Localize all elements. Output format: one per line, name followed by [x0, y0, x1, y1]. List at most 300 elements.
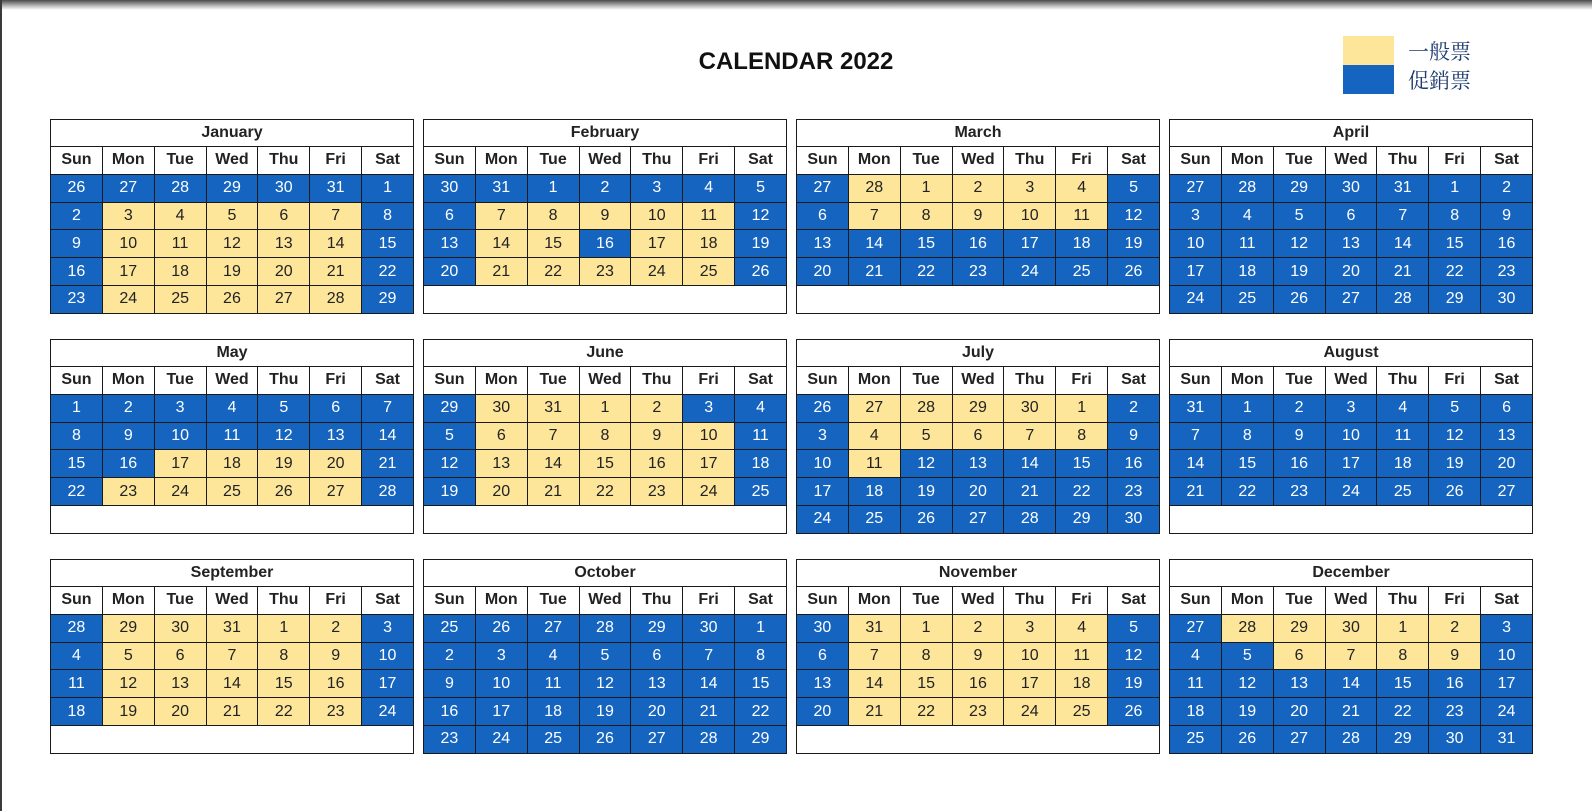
day-cell-promo[interactable]: 13	[424, 230, 476, 258]
day-cell-general[interactable]: 8	[579, 422, 631, 450]
day-cell-promo[interactable]: 16	[1429, 670, 1481, 698]
day-cell-promo[interactable]: 21	[362, 450, 414, 478]
day-cell-general[interactable]: 27	[258, 285, 310, 313]
day-cell-general[interactable]: 11	[154, 230, 206, 258]
day-cell-promo[interactable]: 20	[631, 698, 683, 726]
day-cell-promo[interactable]: 25	[424, 614, 476, 642]
day-cell-promo[interactable]: 3	[1170, 202, 1222, 230]
day-cell-general[interactable]: 27	[848, 394, 900, 422]
day-cell-promo[interactable]: 19	[424, 478, 476, 506]
day-cell-promo[interactable]: 15	[1429, 230, 1481, 258]
day-cell-general[interactable]: 23	[579, 258, 631, 286]
day-cell-promo[interactable]: 25	[1377, 478, 1429, 506]
day-cell-general[interactable]: 12	[206, 230, 258, 258]
day-cell-general[interactable]: 10	[1004, 642, 1056, 670]
day-cell-general[interactable]: 22	[258, 698, 310, 726]
day-cell-general[interactable]: 8	[527, 202, 579, 230]
day-cell-promo[interactable]: 14	[362, 422, 414, 450]
day-cell-general[interactable]: 2	[1429, 614, 1481, 642]
day-cell-general[interactable]: 8	[1056, 422, 1108, 450]
day-cell-promo[interactable]: 26	[1221, 725, 1273, 753]
day-cell-promo[interactable]: 18	[51, 698, 103, 726]
day-cell-promo[interactable]: 27	[1481, 478, 1533, 506]
day-cell-promo[interactable]: 25	[1170, 725, 1222, 753]
day-cell-promo[interactable]: 6	[797, 642, 849, 670]
day-cell-general[interactable]: 19	[206, 258, 258, 286]
day-cell-promo[interactable]: 23	[1273, 478, 1325, 506]
day-cell-promo[interactable]: 14	[1325, 670, 1377, 698]
day-cell-promo[interactable]: 21	[848, 258, 900, 286]
day-cell-general[interactable]: 18	[154, 258, 206, 286]
day-cell-general[interactable]: 15	[527, 230, 579, 258]
day-cell-promo[interactable]: 27	[102, 174, 154, 202]
day-cell-general[interactable]: 19	[102, 698, 154, 726]
day-cell-promo[interactable]: 6	[310, 394, 362, 422]
day-cell-general[interactable]: 24	[631, 258, 683, 286]
day-cell-promo[interactable]: 27	[631, 725, 683, 753]
day-cell-general[interactable]: 11	[683, 202, 735, 230]
day-cell-promo[interactable]: 15	[51, 450, 103, 478]
day-cell-promo[interactable]: 3	[631, 174, 683, 202]
day-cell-promo[interactable]: 25	[1056, 258, 1108, 286]
day-cell-promo[interactable]: 17	[1170, 258, 1222, 286]
day-cell-promo[interactable]: 16	[102, 450, 154, 478]
day-cell-promo[interactable]: 24	[1004, 258, 1056, 286]
day-cell-promo[interactable]: 4	[1377, 394, 1429, 422]
day-cell-general[interactable]: 20	[258, 258, 310, 286]
day-cell-promo[interactable]: 11	[735, 422, 787, 450]
day-cell-general[interactable]: 3	[102, 202, 154, 230]
day-cell-promo[interactable]: 18	[848, 478, 900, 506]
day-cell-promo[interactable]: 18	[1377, 450, 1429, 478]
day-cell-promo[interactable]: 29	[1273, 174, 1325, 202]
day-cell-general[interactable]: 6	[952, 422, 1004, 450]
day-cell-promo[interactable]: 31	[1481, 725, 1533, 753]
day-cell-promo[interactable]: 12	[1221, 670, 1273, 698]
day-cell-promo[interactable]: 16	[1273, 450, 1325, 478]
day-cell-promo[interactable]: 4	[51, 642, 103, 670]
day-cell-promo[interactable]: 4	[527, 642, 579, 670]
day-cell-general[interactable]: 9	[952, 202, 1004, 230]
day-cell-promo[interactable]: 17	[475, 698, 527, 726]
day-cell-general[interactable]: 9	[310, 642, 362, 670]
day-cell-promo[interactable]: 13	[952, 450, 1004, 478]
day-cell-general[interactable]: 17	[1004, 670, 1056, 698]
day-cell-general[interactable]: 7	[475, 202, 527, 230]
day-cell-promo[interactable]: 8	[51, 422, 103, 450]
day-cell-general[interactable]: 5	[900, 422, 952, 450]
day-cell-promo[interactable]: 9	[102, 422, 154, 450]
day-cell-promo[interactable]: 26	[797, 394, 849, 422]
day-cell-general[interactable]: 14	[206, 670, 258, 698]
day-cell-promo[interactable]: 10	[1481, 642, 1533, 670]
day-cell-promo[interactable]: 5	[1108, 614, 1160, 642]
day-cell-general[interactable]: 4	[848, 422, 900, 450]
day-cell-promo[interactable]: 29	[631, 614, 683, 642]
day-cell-promo[interactable]: 3	[154, 394, 206, 422]
day-cell-promo[interactable]: 16	[952, 230, 1004, 258]
day-cell-promo[interactable]: 26	[1429, 478, 1481, 506]
day-cell-promo[interactable]: 28	[1004, 505, 1056, 533]
day-cell-promo[interactable]: 8	[1429, 202, 1481, 230]
day-cell-general[interactable]: 18	[1056, 670, 1108, 698]
day-cell-promo[interactable]: 10	[1170, 230, 1222, 258]
day-cell-promo[interactable]: 28	[362, 478, 414, 506]
day-cell-promo[interactable]: 18	[1056, 230, 1108, 258]
day-cell-general[interactable]: 28	[310, 285, 362, 313]
day-cell-promo[interactable]: 11	[1170, 670, 1222, 698]
day-cell-promo[interactable]: 31	[1377, 174, 1429, 202]
day-cell-general[interactable]: 7	[848, 642, 900, 670]
day-cell-general[interactable]: 10	[631, 202, 683, 230]
day-cell-promo[interactable]: 15	[1221, 450, 1273, 478]
day-cell-promo[interactable]: 17	[1004, 230, 1056, 258]
day-cell-promo[interactable]: 5	[579, 642, 631, 670]
day-cell-general[interactable]: 15	[900, 670, 952, 698]
day-cell-general[interactable]: 16	[631, 450, 683, 478]
day-cell-general[interactable]: 2	[952, 174, 1004, 202]
day-cell-promo[interactable]: 19	[900, 478, 952, 506]
day-cell-promo[interactable]: 28	[154, 174, 206, 202]
day-cell-promo[interactable]: 18	[527, 698, 579, 726]
day-cell-promo[interactable]: 17	[362, 670, 414, 698]
day-cell-general[interactable]: 2	[631, 394, 683, 422]
day-cell-general[interactable]: 28	[1221, 614, 1273, 642]
day-cell-promo[interactable]: 6	[631, 642, 683, 670]
day-cell-promo[interactable]: 17	[1481, 670, 1533, 698]
day-cell-general[interactable]: 14	[527, 450, 579, 478]
day-cell-promo[interactable]: 30	[1108, 505, 1160, 533]
day-cell-promo[interactable]: 16	[1481, 230, 1533, 258]
day-cell-promo[interactable]: 18	[735, 450, 787, 478]
day-cell-general[interactable]: 9	[952, 642, 1004, 670]
day-cell-promo[interactable]: 11	[206, 422, 258, 450]
day-cell-promo[interactable]: 10	[362, 642, 414, 670]
day-cell-promo[interactable]: 25	[527, 725, 579, 753]
day-cell-promo[interactable]: 12	[1273, 230, 1325, 258]
day-cell-general[interactable]: 28	[848, 174, 900, 202]
day-cell-general[interactable]: 19	[258, 450, 310, 478]
day-cell-promo[interactable]: 20	[797, 698, 849, 726]
day-cell-promo[interactable]: 23	[51, 285, 103, 313]
day-cell-promo[interactable]: 13	[310, 422, 362, 450]
day-cell-general[interactable]: 30	[1004, 394, 1056, 422]
day-cell-promo[interactable]: 3	[1325, 394, 1377, 422]
day-cell-promo[interactable]: 23	[424, 725, 476, 753]
day-cell-general[interactable]: 22	[527, 258, 579, 286]
day-cell-general[interactable]: 25	[206, 478, 258, 506]
day-cell-promo[interactable]: 4	[735, 394, 787, 422]
day-cell-promo[interactable]: 24	[1325, 478, 1377, 506]
day-cell-promo[interactable]: 8	[1221, 422, 1273, 450]
day-cell-promo[interactable]: 3	[683, 394, 735, 422]
day-cell-promo[interactable]: 31	[310, 174, 362, 202]
day-cell-general[interactable]: 24	[1004, 698, 1056, 726]
day-cell-general[interactable]: 17	[102, 258, 154, 286]
day-cell-general[interactable]: 9	[631, 422, 683, 450]
day-cell-general[interactable]: 30	[1325, 614, 1377, 642]
day-cell-promo[interactable]: 26	[1273, 285, 1325, 313]
day-cell-promo[interactable]: 28	[1377, 285, 1429, 313]
day-cell-general[interactable]: 17	[154, 450, 206, 478]
day-cell-promo[interactable]: 27	[1170, 614, 1222, 642]
day-cell-general[interactable]: 8	[258, 642, 310, 670]
day-cell-promo[interactable]: 5	[258, 394, 310, 422]
day-cell-general[interactable]: 9	[579, 202, 631, 230]
day-cell-promo[interactable]: 16	[51, 258, 103, 286]
day-cell-general[interactable]: 4	[1056, 174, 1108, 202]
day-cell-promo[interactable]: 28	[579, 614, 631, 642]
day-cell-promo[interactable]: 7	[362, 394, 414, 422]
day-cell-promo[interactable]: 30	[424, 174, 476, 202]
day-cell-promo[interactable]: 5	[1429, 394, 1481, 422]
day-cell-promo[interactable]: 1	[362, 174, 414, 202]
day-cell-general[interactable]: 27	[310, 478, 362, 506]
day-cell-promo[interactable]: 22	[51, 478, 103, 506]
day-cell-promo[interactable]: 30	[1481, 285, 1533, 313]
day-cell-general[interactable]: 29	[1273, 614, 1325, 642]
day-cell-promo[interactable]: 1	[51, 394, 103, 422]
day-cell-promo[interactable]: 22	[735, 698, 787, 726]
day-cell-general[interactable]: 15	[258, 670, 310, 698]
day-cell-promo[interactable]: 1	[1429, 174, 1481, 202]
day-cell-promo[interactable]: 31	[1170, 394, 1222, 422]
day-cell-promo[interactable]: 16	[1108, 450, 1160, 478]
day-cell-promo[interactable]: 20	[1481, 450, 1533, 478]
day-cell-promo[interactable]: 26	[1108, 698, 1160, 726]
day-cell-general[interactable]: 1	[900, 174, 952, 202]
day-cell-promo[interactable]: 6	[797, 202, 849, 230]
day-cell-promo[interactable]: 24	[475, 725, 527, 753]
day-cell-promo[interactable]: 30	[1325, 174, 1377, 202]
day-cell-general[interactable]: 11	[848, 450, 900, 478]
day-cell-promo[interactable]: 19	[1429, 450, 1481, 478]
day-cell-general[interactable]: 21	[310, 258, 362, 286]
day-cell-general[interactable]: 10	[1004, 202, 1056, 230]
day-cell-general[interactable]: 23	[952, 698, 1004, 726]
day-cell-promo[interactable]: 15	[1377, 670, 1429, 698]
day-cell-general[interactable]: 1	[1056, 394, 1108, 422]
day-cell-promo[interactable]: 19	[1221, 698, 1273, 726]
day-cell-promo[interactable]: 7	[1170, 422, 1222, 450]
day-cell-general[interactable]: 25	[154, 285, 206, 313]
day-cell-general[interactable]: 24	[683, 478, 735, 506]
day-cell-promo[interactable]: 28	[51, 614, 103, 642]
day-cell-general[interactable]: 22	[579, 478, 631, 506]
day-cell-promo[interactable]: 10	[475, 670, 527, 698]
day-cell-general[interactable]: 17	[683, 450, 735, 478]
day-cell-promo[interactable]: 13	[1481, 422, 1533, 450]
day-cell-promo[interactable]: 22	[1377, 698, 1429, 726]
day-cell-promo[interactable]: 9	[1108, 422, 1160, 450]
day-cell-promo[interactable]: 30	[258, 174, 310, 202]
day-cell-promo[interactable]: 26	[900, 505, 952, 533]
day-cell-general[interactable]: 7	[848, 202, 900, 230]
day-cell-promo[interactable]: 27	[527, 614, 579, 642]
day-cell-general[interactable]: 11	[1056, 642, 1108, 670]
day-cell-promo[interactable]: 9	[424, 670, 476, 698]
day-cell-promo[interactable]: 5	[1108, 174, 1160, 202]
day-cell-general[interactable]: 30	[475, 394, 527, 422]
day-cell-promo[interactable]: 30	[683, 614, 735, 642]
day-cell-general[interactable]: 31	[206, 614, 258, 642]
day-cell-general[interactable]: 13	[258, 230, 310, 258]
day-cell-promo[interactable]: 22	[1056, 478, 1108, 506]
day-cell-promo[interactable]: 15	[1056, 450, 1108, 478]
day-cell-promo[interactable]: 12	[1108, 202, 1160, 230]
day-cell-promo[interactable]: 28	[1325, 725, 1377, 753]
day-cell-general[interactable]: 7	[527, 422, 579, 450]
day-cell-general[interactable]: 11	[1056, 202, 1108, 230]
day-cell-general[interactable]: 20	[475, 478, 527, 506]
day-cell-general[interactable]: 16	[310, 670, 362, 698]
day-cell-general[interactable]: 12	[102, 670, 154, 698]
day-cell-promo[interactable]: 24	[1481, 698, 1533, 726]
day-cell-general[interactable]: 1	[579, 394, 631, 422]
day-cell-promo[interactable]: 2	[1481, 174, 1533, 202]
day-cell-promo[interactable]: 7	[1377, 202, 1429, 230]
day-cell-promo[interactable]: 22	[1221, 478, 1273, 506]
day-cell-promo[interactable]: 2	[1273, 394, 1325, 422]
day-cell-promo[interactable]: 21	[1325, 698, 1377, 726]
day-cell-promo[interactable]: 6	[424, 202, 476, 230]
day-cell-promo[interactable]: 8	[362, 202, 414, 230]
day-cell-promo[interactable]: 26	[475, 614, 527, 642]
day-cell-promo[interactable]: 13	[797, 230, 849, 258]
day-cell-promo[interactable]: 29	[1377, 725, 1429, 753]
day-cell-promo[interactable]: 8	[735, 642, 787, 670]
day-cell-general[interactable]: 3	[1004, 174, 1056, 202]
day-cell-promo[interactable]: 10	[1325, 422, 1377, 450]
day-cell-promo[interactable]: 5	[735, 174, 787, 202]
day-cell-promo[interactable]: 21	[1170, 478, 1222, 506]
day-cell-promo[interactable]: 25	[848, 505, 900, 533]
day-cell-promo[interactable]: 14	[683, 670, 735, 698]
day-cell-promo[interactable]: 1	[527, 174, 579, 202]
day-cell-promo[interactable]: 12	[1429, 422, 1481, 450]
day-cell-promo[interactable]: 29	[424, 394, 476, 422]
day-cell-general[interactable]: 30	[154, 614, 206, 642]
day-cell-promo[interactable]: 13	[631, 670, 683, 698]
day-cell-general[interactable]: 2	[952, 614, 1004, 642]
day-cell-general[interactable]: 23	[310, 698, 362, 726]
day-cell-promo[interactable]: 4	[206, 394, 258, 422]
day-cell-general[interactable]: 7	[1004, 422, 1056, 450]
day-cell-general[interactable]: 15	[579, 450, 631, 478]
day-cell-promo[interactable]: 16	[579, 230, 631, 258]
day-cell-promo[interactable]: 14	[1004, 450, 1056, 478]
day-cell-promo[interactable]: 28	[683, 725, 735, 753]
day-cell-promo[interactable]: 13	[797, 670, 849, 698]
day-cell-promo[interactable]: 3	[362, 614, 414, 642]
day-cell-promo[interactable]: 31	[475, 174, 527, 202]
day-cell-general[interactable]: 24	[102, 285, 154, 313]
day-cell-general[interactable]: 1	[900, 614, 952, 642]
day-cell-general[interactable]: 13	[475, 450, 527, 478]
day-cell-promo[interactable]: 27	[1325, 285, 1377, 313]
day-cell-promo[interactable]: 26	[579, 725, 631, 753]
day-cell-promo[interactable]: 30	[1429, 725, 1481, 753]
day-cell-promo[interactable]: 24	[1170, 285, 1222, 313]
day-cell-promo[interactable]: 13	[1325, 230, 1377, 258]
day-cell-promo[interactable]: 10	[154, 422, 206, 450]
day-cell-promo[interactable]: 12	[1108, 642, 1160, 670]
day-cell-general[interactable]: 8	[900, 202, 952, 230]
day-cell-general[interactable]: 6	[475, 422, 527, 450]
day-cell-promo[interactable]: 4	[1170, 642, 1222, 670]
day-cell-general[interactable]: 18	[683, 230, 735, 258]
day-cell-promo[interactable]: 3	[1481, 614, 1533, 642]
day-cell-promo[interactable]: 29	[735, 725, 787, 753]
day-cell-promo[interactable]: 23	[1108, 478, 1160, 506]
day-cell-promo[interactable]: 3	[475, 642, 527, 670]
day-cell-promo[interactable]: 29	[206, 174, 258, 202]
day-cell-promo[interactable]: 5	[424, 422, 476, 450]
day-cell-promo[interactable]: 19	[1108, 230, 1160, 258]
day-cell-promo[interactable]: 21	[683, 698, 735, 726]
day-cell-promo[interactable]: 14	[848, 230, 900, 258]
day-cell-promo[interactable]: 30	[797, 614, 849, 642]
day-cell-promo[interactable]: 17	[797, 478, 849, 506]
day-cell-promo[interactable]: 27	[1170, 174, 1222, 202]
day-cell-general[interactable]: 4	[1056, 614, 1108, 642]
day-cell-promo[interactable]: 20	[424, 258, 476, 286]
day-cell-promo[interactable]: 19	[735, 230, 787, 258]
day-cell-promo[interactable]: 29	[1056, 505, 1108, 533]
day-cell-promo[interactable]: 23	[1481, 258, 1533, 286]
day-cell-general[interactable]: 23	[102, 478, 154, 506]
day-cell-promo[interactable]: 19	[1108, 670, 1160, 698]
day-cell-general[interactable]: 21	[475, 258, 527, 286]
day-cell-promo[interactable]: 2	[1108, 394, 1160, 422]
day-cell-general[interactable]: 5	[206, 202, 258, 230]
day-cell-promo[interactable]: 11	[1377, 422, 1429, 450]
day-cell-general[interactable]: 31	[848, 614, 900, 642]
day-cell-general[interactable]: 7	[310, 202, 362, 230]
day-cell-promo[interactable]: 22	[900, 258, 952, 286]
day-cell-promo[interactable]: 6	[1481, 394, 1533, 422]
day-cell-general[interactable]: 8	[1377, 642, 1429, 670]
day-cell-promo[interactable]: 29	[1429, 285, 1481, 313]
day-cell-general[interactable]: 10	[102, 230, 154, 258]
day-cell-general[interactable]: 6	[258, 202, 310, 230]
day-cell-promo[interactable]: 15	[900, 230, 952, 258]
day-cell-general[interactable]: 7	[1325, 642, 1377, 670]
day-cell-promo[interactable]: 12	[579, 670, 631, 698]
day-cell-promo[interactable]: 17	[1325, 450, 1377, 478]
day-cell-promo[interactable]: 9	[1481, 202, 1533, 230]
day-cell-general[interactable]: 20	[310, 450, 362, 478]
day-cell-promo[interactable]: 20	[1325, 258, 1377, 286]
day-cell-promo[interactable]: 26	[735, 258, 787, 286]
day-cell-promo[interactable]: 12	[424, 450, 476, 478]
day-cell-general[interactable]: 26	[206, 285, 258, 313]
day-cell-promo[interactable]: 26	[1108, 258, 1160, 286]
day-cell-promo[interactable]: 28	[1221, 174, 1273, 202]
day-cell-general[interactable]: 21	[206, 698, 258, 726]
day-cell-promo[interactable]: 14	[1377, 230, 1429, 258]
day-cell-promo[interactable]: 18	[1170, 698, 1222, 726]
day-cell-promo[interactable]: 2	[424, 642, 476, 670]
day-cell-general[interactable]: 13	[154, 670, 206, 698]
day-cell-general[interactable]: 1	[258, 614, 310, 642]
day-cell-promo[interactable]: 26	[51, 174, 103, 202]
day-cell-promo[interactable]: 1	[735, 614, 787, 642]
day-cell-general[interactable]: 4	[154, 202, 206, 230]
day-cell-promo[interactable]: 7	[683, 642, 735, 670]
day-cell-promo[interactable]: 20	[952, 478, 1004, 506]
day-cell-promo[interactable]: 23	[952, 258, 1004, 286]
